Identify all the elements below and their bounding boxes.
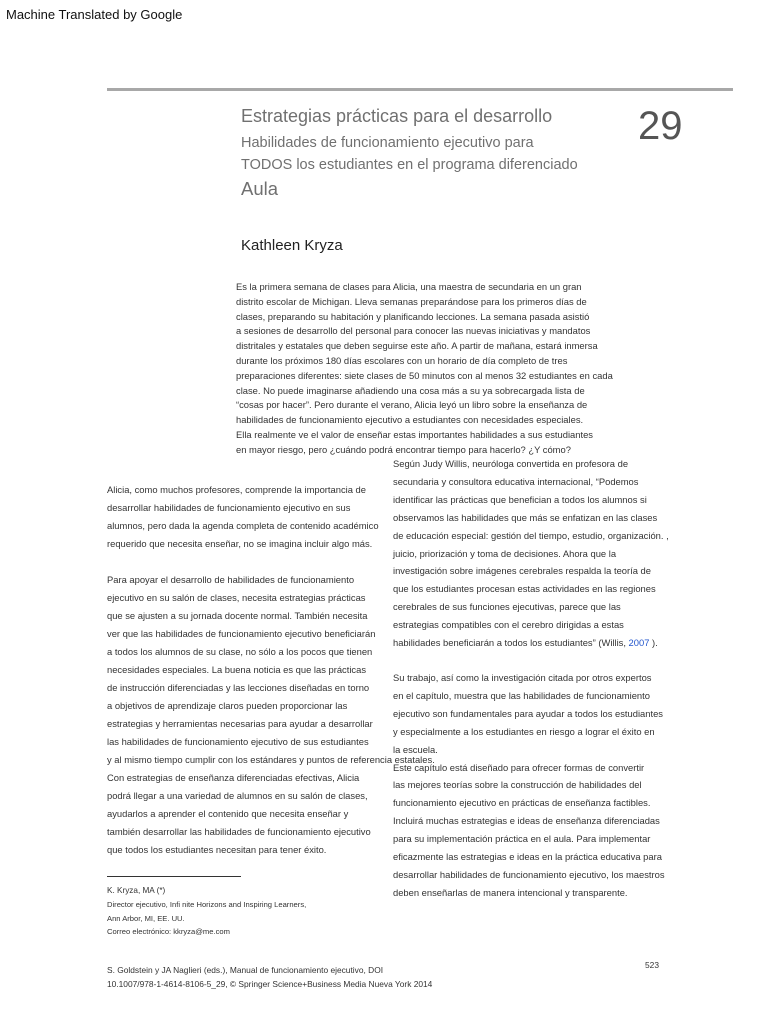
abstract-line: clase. No puede imaginarse añadiendo una cosa más a su ya sobrecargada lista de xyxy=(236,384,585,396)
body-line: secundaria y consultora educativa internacional, “Podemos xyxy=(393,475,639,487)
body-column-left xyxy=(107,481,435,859)
body-line: requerido que necesita enseñar, no se imagina incluir algo más. xyxy=(107,538,373,549)
footnote-rule xyxy=(107,876,241,877)
abstract-line: durante los próximos 180 días escolares con un horario de día completo de tres xyxy=(236,354,568,366)
body-line: juicio, priorización y toma de decisiones. Ahora que la xyxy=(393,547,617,559)
footnote-affiliation: Director ejecutivo, Infi nite Horizons and Inspiring Learners, xyxy=(107,899,307,909)
body-line: desarrollar habilidades de funcionamiento ejecutivo, los maestros xyxy=(393,868,665,880)
body-line: estrategias y herramientas necesarias para ayudar a desarrollar xyxy=(107,718,373,729)
citation-line: 10.1007/978-1-4614-8106-5_29, © Springer Science+Business Media Nueva York 2014 xyxy=(107,979,433,990)
body-line: investigación sobre imágenes cerebrales respalda la teoría de xyxy=(393,565,651,577)
paragraph-gap xyxy=(393,652,669,669)
body-line: Para apoyar el desarrollo de habilidades de funcionamiento xyxy=(107,574,355,585)
body-line: las mejores teorías sobre la construcción de habilidades del xyxy=(393,779,642,791)
body-line: de educación especial: gestión del tiempo, estudio, organización. , xyxy=(393,529,669,541)
body-line: ver que las habilidades de funcionamiento ejecutivo beneficiarán xyxy=(107,628,376,639)
body-line: cerebrales de sus funciones ejecutivas, parece que las xyxy=(393,601,621,613)
body-line: eficazmente las estrategias e ideas en la práctica educativa para xyxy=(393,851,662,863)
footnote-author: K. Kryza, MA (*) xyxy=(107,886,166,895)
body-line: identificar las prácticas que benefician a todos los alumnos si xyxy=(393,493,647,505)
chapter-abstract xyxy=(236,280,616,458)
body-line: podrá llegar a una variedad de alumnos en su salón de clases, xyxy=(107,790,368,801)
body-line: Alicia, como muchos profesores, comprende la importancia de xyxy=(107,484,366,495)
body-line: también desarrollar las habilidades de funcionamiento ejecutivo xyxy=(107,826,371,837)
chapter-title-line-3: TODOS los estudiantes en el programa diferenciado xyxy=(241,157,578,173)
body-line: alumnos, pero dada la agenda completa de contenido académico xyxy=(107,520,379,531)
abstract-line: “cosas por hacer”. Pero durante el verano, Alicia leyó un libro sobre la enseñanza de xyxy=(236,399,588,411)
body-line: para su implementación práctica en el aula. Para implementar xyxy=(393,833,651,845)
body-line: Con estrategias de enseñanza diferenciadas efectivas, Alicia xyxy=(107,772,360,783)
body-line: estrategias compatibles con el cerebro dirigidas a estas xyxy=(393,619,624,631)
body-line: que los estudiantes procesan estas actividades en las regiones xyxy=(393,583,656,595)
body-line: de instrucción diferenciadas y las lecciones diseñadas en torno xyxy=(107,682,370,693)
body-line: deben enseñarlas de manera intencional y transparente. xyxy=(393,886,628,898)
translation-banner: Machine Translated by Google xyxy=(6,7,183,22)
body-line: Este capítulo está diseñado para ofrecer formas de convertir xyxy=(393,761,645,773)
abstract-line: habilidades de funcionamiento ejecutivo a estudiantes con necesidades especiales. xyxy=(236,414,584,426)
footnote-location: Ann Arbor, MI, EE. UU. xyxy=(107,913,185,923)
header-rule xyxy=(107,88,733,91)
chapter-title-line-4: Aula xyxy=(241,178,279,199)
author-name: Kathleen Kryza xyxy=(241,237,343,254)
body-line: Según Judy Willis, neuróloga convertida en profesora de xyxy=(393,458,629,469)
body-text: habilidades beneficiarán a todos los estudiantes” (Willis, xyxy=(393,637,629,649)
body-line: observamos las habilidades que más se enfatizan en las clases xyxy=(393,511,658,523)
abstract-line: clases, preparando su habitación y planificando lecciones. La semana pasada asistió xyxy=(236,310,590,322)
chapter-title-line-2: Habilidades de funcionamiento ejecutivo para xyxy=(241,135,534,151)
body-line: Incluirá muchas estrategias e ideas de enseñanza diferenciadas xyxy=(393,815,660,827)
body-line: que todos los estudiantes necesitan para tener éxito. xyxy=(107,844,327,855)
footnote-email: Correo electrónico: kkryza@me.com xyxy=(107,927,230,937)
body-line: desarrollar habilidades de funcionamiento ejecutivo en sus xyxy=(107,502,351,513)
body-line: a todos los alumnos de su clase, no sólo a los pocos que tienen xyxy=(107,646,373,657)
body-line: Su trabajo, así como la investigación citada por otros expertos xyxy=(393,671,652,683)
chapter-title-line-1: Estrategias prácticas para el desarrollo xyxy=(241,106,553,126)
body-line: a objetivos de aprendizaje claros pueden proporcionar las xyxy=(107,700,348,711)
footnotes xyxy=(107,884,306,939)
page-number: 523 xyxy=(645,960,659,970)
body-line: que se ajusten a su jornada docente normal. También necesita xyxy=(107,610,368,621)
abstract-line: a sesiones de desarrollo del personal para conocer las nuevas iniciativas y mandatos xyxy=(236,325,591,337)
body-column-right xyxy=(393,455,669,902)
paragraph-gap xyxy=(107,553,435,571)
abstract-line: distritales y estatales que deben seguirse este año. A partir de mañana, estará inmersa xyxy=(236,340,598,352)
body-line: en el capítulo, muestra que las habilidades de funcionamiento xyxy=(393,689,650,701)
abstract-line: en mayor riesgo, pero ¿cuándo podrá encontrar tiempo para hacerlo? ¿Y cómo? xyxy=(236,443,571,455)
abstract-line: Es la primera semana de clases para Alicia, una maestra de secundaria en un gran xyxy=(236,281,582,292)
abstract-line: preparaciones diferentes: siete clases de 50 minutos con al menos 32 estudiantes en cada xyxy=(236,369,613,381)
abstract-line: distrito escolar de Michigan. Lleva semanas preparándose para los primeros días de xyxy=(236,295,587,307)
body-line xyxy=(393,634,669,652)
abstract-line: Ella realmente ve el valor de enseñar estas importantes habilidades a sus estudiantes xyxy=(236,428,593,440)
book-citation xyxy=(107,963,432,992)
citation-line: S. Goldstein y JA Naglieri (eds.), Manual de funcionamiento ejecutivo, DOI xyxy=(107,965,384,975)
body-line: las habilidades de funcionamiento ejecutivo de sus estudiantes xyxy=(107,736,369,747)
body-line: ejecutivo son fundamentales para ayudar a todos los estudiantes xyxy=(393,707,663,719)
citation-link[interactable]: 2007 xyxy=(628,637,650,649)
body-line: ayudarlos a aprender el contenido que necesita enseñar y xyxy=(107,808,349,819)
body-line: funcionamiento ejecutivo en prácticas de enseñanza factibles. xyxy=(393,797,651,809)
body-line: necesidades especiales. La buena noticia es que las prácticas xyxy=(107,664,367,675)
body-line: y especialmente a los estudiantes en riesgo a lograr el éxito en xyxy=(393,725,655,737)
body-line: y al mismo tiempo cumplir con los estándares y puntos de referencia estatales. xyxy=(107,754,435,765)
body-line: la escuela. xyxy=(393,743,438,755)
body-line: ejecutivo en su salón de clases, necesita estrategias prácticas xyxy=(107,592,366,603)
chapter-number: 29 xyxy=(638,104,683,148)
body-text: ). xyxy=(649,637,658,649)
